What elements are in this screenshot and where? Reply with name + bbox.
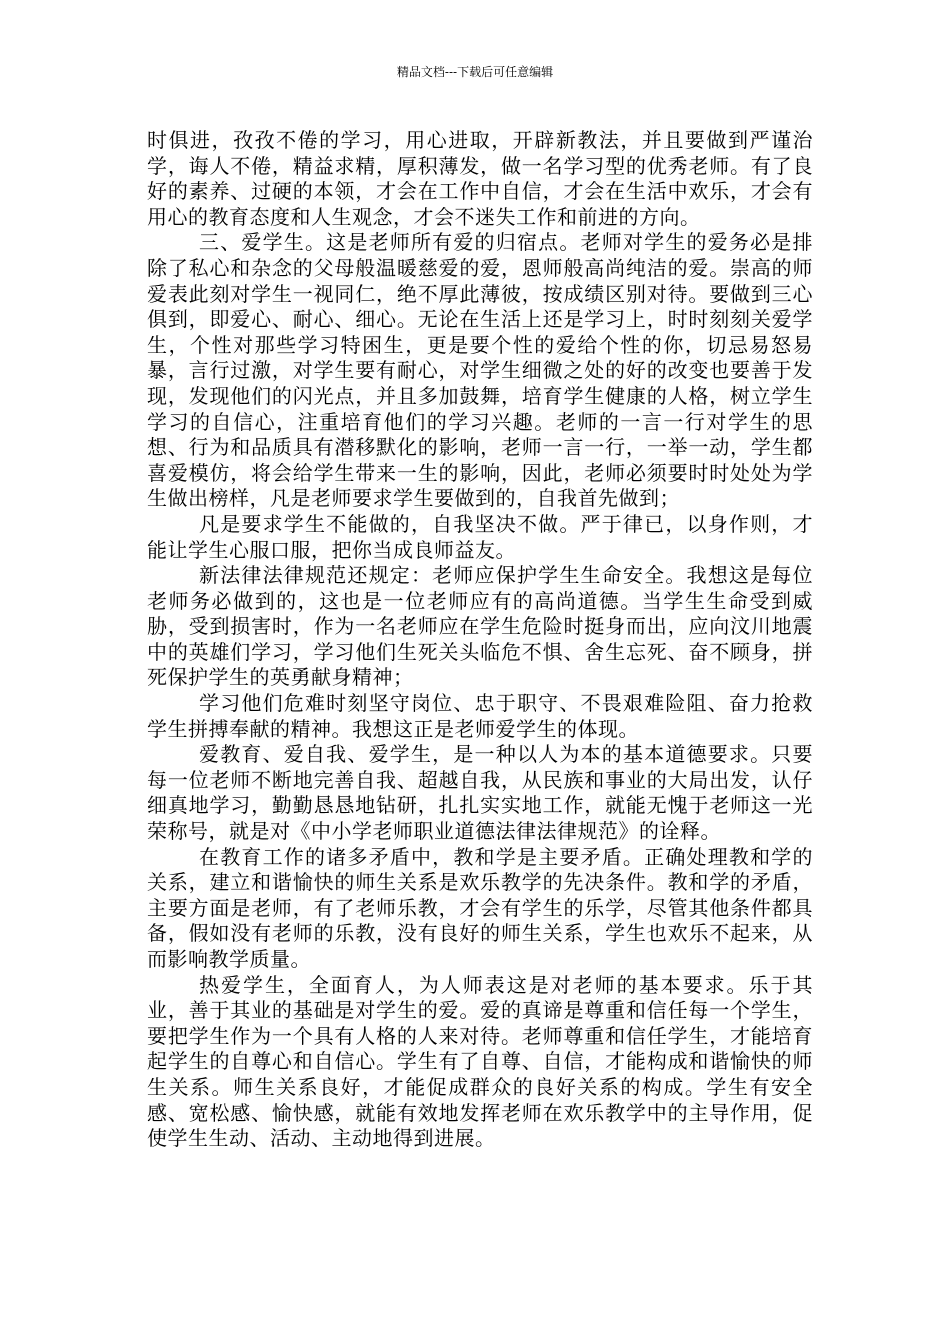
paragraph-7: 在教育工作的诸多矛盾中，教和学是主要矛盾。正确处理教和学的关系，建立和谐愉快的师生关系是欢乐教学的先决条件。教和学的矛盾，主要方面是老师，有了老师乐教，才会有学生的乐学，尽管其他条件都具备，假如没有老师的乐教，没有良好的师生关系，学生也欢乐不起来，从而影响教学质量。 [147,844,813,971]
paragraph-5: 学习他们危难时刻坚守岗位、忠于职守、不畏艰难险阻、奋力抢救学生拼搏奉献的精神。我想这正是老师爱学生的体现。 [147,691,813,741]
paragraph-8: 热爱学生，全面育人，为人师表这是对老师的基本要求。乐于其业，善于其业的基础是对学生的爱。爱的真谛是尊重和信任每一个学生，要把学生作为一个具有人格的人来对待。老师尊重和信任学生，才能培育起学生的自尊心和自信心。学生有了自尊、自信，才能构成和谐愉快的师生关系。师生关系良好，才能促成群众的良好关系的构成。学生有安全感、宽松感、愉快感，就能有效地发挥老师在欢乐教学中的主导作用，促使学生生动、活动、主动地得到进展。 [147,972,813,1151]
paragraph-3: 凡是要求学生不能做的，自我坚决不做。严于律已，以身作则，才能让学生心服口服，把你当成良师益友。 [147,511,813,562]
document-body [147,128,813,1152]
paragraph-4: 新法律法律规范还规定：老师应保护学生生命安全。我想这是每位老师务必做到的，这也是一位老师应有的高尚道德。当学生生命受到威胁，受到损害时，作为一名老师应在学生危险时挺身而出，应向汶川地震中的英雄们学习，学习他们生死关头临危不惧、舍生忘死、奋不顾身，拼死保护学生的英勇献身精神； [147,563,813,690]
page-header: 精品文档---下载后可任意编辑 [396,65,554,79]
paragraph-1: 时俱进，孜孜不倦的学习，用心进取，开辟新教法，并且要做到严谨治学，诲人不倦，精益求精，厚积薄发，做一名学习型的优秀老师。有了良好的素养、过硬的本领，才会在工作中自信，才会在生活中欢乐，才会有用心的教育态度和人生观念，才会不迷失工作和前进的方向。 [147,128,813,229]
paragraph-6: 爱教育、爱自我、爱学生，是一种以人为本的基本道德要求。只要每一位老师不断地完善自我、超越自我，从民族和事业的大局出发，认仔细真地学习，勤勤恳恳地钻研，扎扎实实地工作，就能无愧于老师这一光荣称号，就是对《中小学老师职业道德法律法律规范》的诠释。 [147,742,813,844]
paragraph-2: 三、爱学生。这是老师所有爱的归宿点。老师对学生的爱务必是排除了私心和杂念的父母般温暖慈爱的爱，恩师般高尚纯洁的爱。崇高的师爱表此刻对学生一视同仁，绝不厚此薄彼，按成绩区别对待。要做到三心俱到，即爱心、耐心、细心。无论在生活上还是学习上，时时刻刻关爱学生，个性对那些学习特困生，更是要个性的爱给个性的你，切忌易怒易暴，言行过激，对学生要有耐心，对学生细微之处的好的改变也要善于发现，发现他们的闪光点，并且多加鼓舞，培育学生健康的人格，树立学生学习的自信心，注重培育他们的学习兴趣。老师的一言一行对学生的思想、行为和品质具有潜移默化的影响，老师一言一行，一举一动，学生都喜爱模仿，将会给学生带来一生的影响，因此，老师必须要时时处处为学生做出榜样，凡是老师要求学生要做到的，自我首先做到； [147,230,813,511]
